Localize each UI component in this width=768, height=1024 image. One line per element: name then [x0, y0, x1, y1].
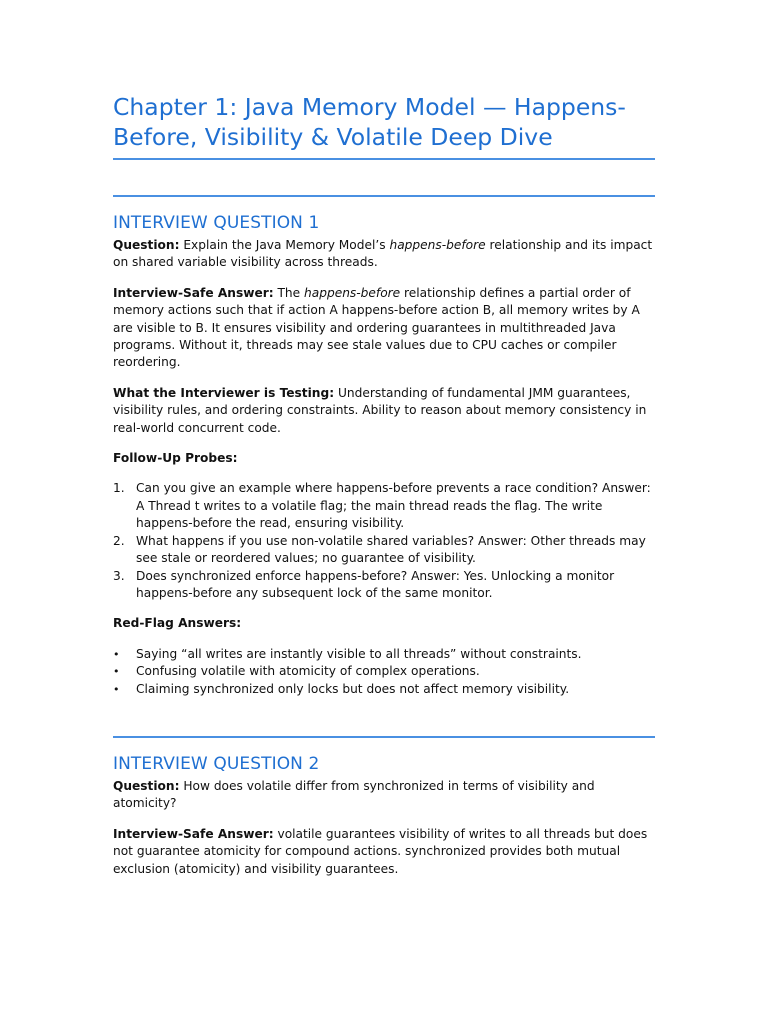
list-item-text: Saying “all writes are instantly visible to all threads” without constraints.	[136, 646, 582, 661]
list-item	[113, 480, 655, 532]
question-text-part: How does volatile differ from synchronized in terms of visibility and atomicity?	[113, 778, 595, 811]
question-label: Question:	[113, 778, 180, 793]
red-flag-heading	[113, 615, 655, 632]
section-divider-2	[113, 736, 655, 738]
list-item	[113, 681, 655, 698]
answer-text-part: The	[273, 285, 305, 300]
list-item	[113, 533, 655, 568]
question-text-part: Explain the Java Memory Model’s	[179, 238, 390, 252]
section-divider-1	[113, 195, 655, 197]
document-page	[113, 90, 655, 878]
list-item	[113, 646, 655, 663]
answer-text-part: volatile guarantees visibility of writes to all threads but does not guarantee atomicity for compound actions. synchronized provides both mutual exclusion (atomicity) and visibility guarantees.	[113, 826, 648, 876]
question-1-text	[113, 237, 655, 272]
question-1-testing	[113, 385, 655, 437]
list-item-text: Confusing volatile with atomicity of complex operations.	[136, 664, 480, 679]
question-2-answer	[113, 826, 655, 878]
question-1-answer	[113, 285, 655, 372]
interview-question-2	[113, 753, 655, 878]
question-label: Question:	[113, 238, 180, 252]
answer-label: Interview-Safe Answer:	[113, 826, 274, 841]
question-2-heading: INTERVIEW QUESTION 2	[113, 753, 320, 774]
bullet-icon: •	[113, 647, 120, 661]
list-item-text: Claiming synchronized only locks but does not affect memory visibility.	[136, 681, 570, 696]
chapter-title: Chapter 1: Java Memory Model — Happens-Before, Visibility & Volatile Deep Dive	[113, 93, 626, 151]
redflags-label: Red-Flag Answers:	[113, 616, 242, 631]
list-number: 1.	[113, 481, 125, 496]
question-2-text	[113, 778, 655, 813]
list-item-text: Does synchronized enforce happens-before? Answer: Yes. Unlocking a monitor happens-before any subsequent lock of the same monitor.	[136, 568, 615, 600]
answer-emphasis: happens-before	[304, 285, 401, 300]
bullet-icon: •	[113, 682, 120, 696]
question-1-heading: INTERVIEW QUESTION 1	[113, 213, 320, 233]
interview-question-1	[113, 212, 655, 698]
follow-up-probes-list	[113, 480, 655, 602]
title-divider	[113, 158, 655, 160]
list-item-text: What happens if you use non-volatile shared variables? Answer: Other threads may see stale or reordered values; no guarantee of visibility.	[136, 533, 646, 566]
probes-label: Follow-Up Probes:	[113, 451, 238, 466]
list-number: 2.	[113, 533, 125, 548]
follow-up-probes-heading	[113, 450, 655, 467]
answer-label: Interview-Safe Answer:	[113, 285, 274, 300]
list-number: 3.	[113, 568, 125, 583]
testing-text: Understanding of fundamental JMM guarantees, visibility rules, and ordering constraints. Ability to reason about memory consistency in real-world concurrent code.	[113, 385, 647, 435]
testing-label: What the Interviewer is Testing:	[113, 385, 335, 400]
question-emphasis: happens-before	[389, 238, 486, 252]
question-text-part: relationship and its impact on shared variable visibility across threads.	[113, 238, 653, 270]
list-item	[113, 663, 655, 680]
bullet-icon: •	[113, 665, 120, 679]
answer-text-part: relationship defines a partial order of memory actions such that if action A happens-before action B, all memory writes by A are visible to B. It ensures visibility and ordering guarantees in multithreaded Java programs. Without it, threads may see stale values due to CPU caches or compiler reordering.	[113, 285, 640, 370]
list-item-text: Can you give an example where happens-before prevents a race condition? Answer: A Thread t writes to a volatile flag; the main thread reads the flag. The write happens-before the read, ensuring visibility.	[136, 481, 651, 531]
list-item	[113, 568, 655, 603]
red-flag-list	[113, 646, 655, 698]
